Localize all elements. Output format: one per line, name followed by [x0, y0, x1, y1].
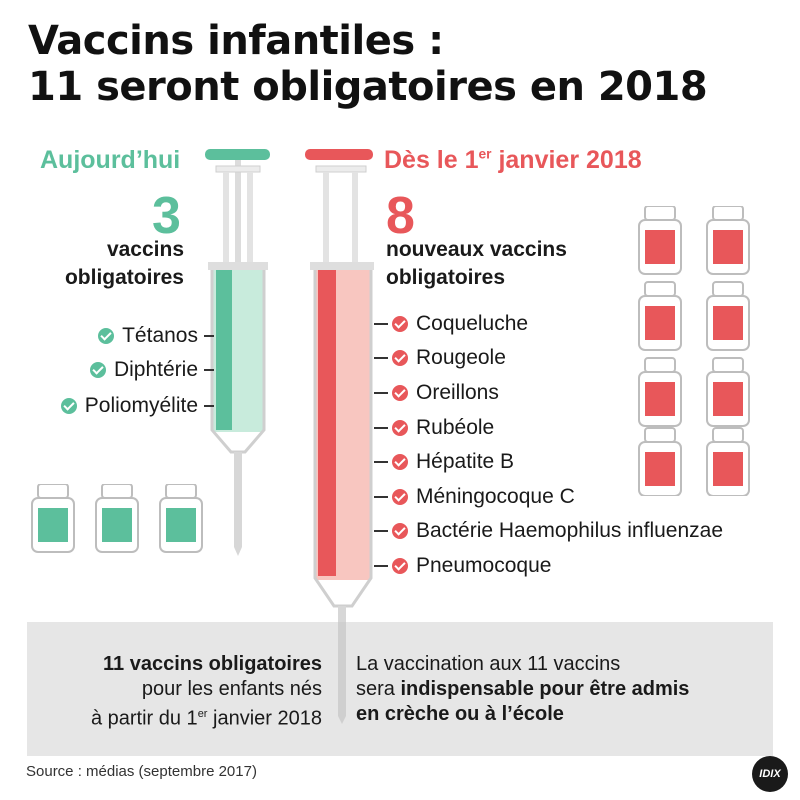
list-item: [374, 416, 494, 440]
dash-icon: [374, 427, 388, 429]
new-subtitle-line-1: nouveaux vaccins: [386, 238, 567, 261]
red-vial-icon: [639, 428, 681, 496]
check-icon: [392, 350, 408, 366]
red-vial-icon: [707, 358, 749, 426]
vaccine-name: Diphtérie: [113, 358, 198, 381]
vaccine-name: Méningocoque C: [416, 485, 575, 508]
idix-logo: IDIX: [752, 756, 788, 792]
green-vial-icon: [160, 484, 202, 552]
list-item: [61, 394, 214, 418]
red-vial-icon: [639, 282, 681, 350]
vaccine-name: Coqueluche: [416, 312, 529, 335]
dash-icon: [374, 530, 388, 532]
green-vial-icon: [96, 484, 138, 552]
check-icon: [392, 489, 408, 505]
list-item: [98, 324, 214, 348]
summary-left-superscript: er: [197, 708, 208, 720]
check-icon: [392, 420, 408, 436]
green-vial-icon: [32, 484, 74, 552]
summary-left-line-2: pour les enfants nés: [141, 678, 322, 700]
dash-icon: [374, 565, 388, 567]
dash-icon: [204, 369, 214, 371]
summary-left: [0, 652, 322, 732]
today-count: 3: [152, 187, 181, 245]
summary-right-line-1: La vaccination aux 11 vaccins: [356, 653, 621, 675]
summary-left-line-3-end: janvier 2018: [207, 707, 322, 730]
list-item: [374, 450, 514, 474]
today-subtitle-line-1: vaccins: [106, 238, 184, 261]
dash-icon: [374, 323, 388, 325]
heading-text: Dès le 1: [384, 146, 479, 174]
heading-superscript: er: [478, 146, 492, 162]
list-item: [374, 346, 506, 370]
from-2018-heading: [384, 146, 642, 175]
vaccine-name: Rougeole: [416, 346, 506, 369]
summary-right: [356, 652, 776, 727]
list-item: [90, 358, 214, 382]
red-vial-icon: [707, 428, 749, 496]
summary-left-bold: 11 vaccins obligatoires: [103, 653, 322, 675]
title-line-1: Vaccins infantiles :: [28, 18, 444, 64]
title-line-2: 11 seront obligatoires en 2018: [28, 64, 708, 110]
new-count: 8: [386, 187, 415, 245]
red-vial-icon: [707, 206, 749, 274]
red-vial-icon: [707, 282, 749, 350]
summary-right-line-2-bold: indispensable pour être admis: [400, 678, 690, 700]
list-item: [374, 554, 551, 578]
vaccine-name: Rubéole: [416, 416, 495, 439]
green-vials: [30, 484, 220, 556]
dash-icon: [204, 405, 214, 407]
new-subtitle-line-2: obligatoires: [386, 266, 506, 289]
summary-left-line-3-text: à partir du 1: [90, 707, 198, 730]
check-icon: [61, 398, 77, 414]
dash-icon: [204, 335, 214, 337]
heading-text-end: janvier 2018: [491, 146, 642, 174]
vaccine-name: Bactérie Haemophilus influenzae: [416, 519, 724, 542]
list-item: [374, 519, 723, 543]
vaccine-name: Tétanos: [122, 324, 198, 347]
today-subtitle: [65, 236, 184, 292]
list-item: [374, 381, 499, 405]
check-icon: [98, 328, 114, 344]
summary-left-line-3: [0, 702, 322, 732]
dash-icon: [374, 461, 388, 463]
vaccine-name: Oreillons: [416, 381, 499, 404]
dash-icon: [374, 357, 388, 359]
vaccine-name: Poliomyélite: [84, 394, 198, 417]
check-icon: [392, 558, 408, 574]
today-heading: Aujourd’hui: [40, 146, 181, 174]
check-icon: [392, 385, 408, 401]
summary-right-line-2: [356, 677, 776, 702]
summary-right-line-3: en crèche ou à l’école: [356, 703, 564, 725]
new-subtitle: [386, 236, 567, 292]
today-subtitle-line-2: obligatoires: [64, 266, 184, 289]
dash-icon: [374, 496, 388, 498]
summary-right-line-2-text: sera: [356, 678, 401, 700]
vaccine-name: Pneumocoque: [416, 554, 552, 577]
dash-icon: [374, 392, 388, 394]
red-vial-icon: [639, 358, 681, 426]
list-item: [374, 312, 528, 336]
red-vials: [634, 206, 774, 496]
current-vaccine-list: [14, 324, 214, 424]
red-vial-icon: [639, 206, 681, 274]
source-note: Source : médias (septembre 2017): [26, 763, 257, 780]
check-icon: [392, 523, 408, 539]
list-item: [374, 485, 575, 509]
check-icon: [90, 362, 106, 378]
vaccine-name: Hépatite B: [416, 450, 515, 473]
check-icon: [392, 454, 408, 470]
check-icon: [392, 316, 408, 332]
